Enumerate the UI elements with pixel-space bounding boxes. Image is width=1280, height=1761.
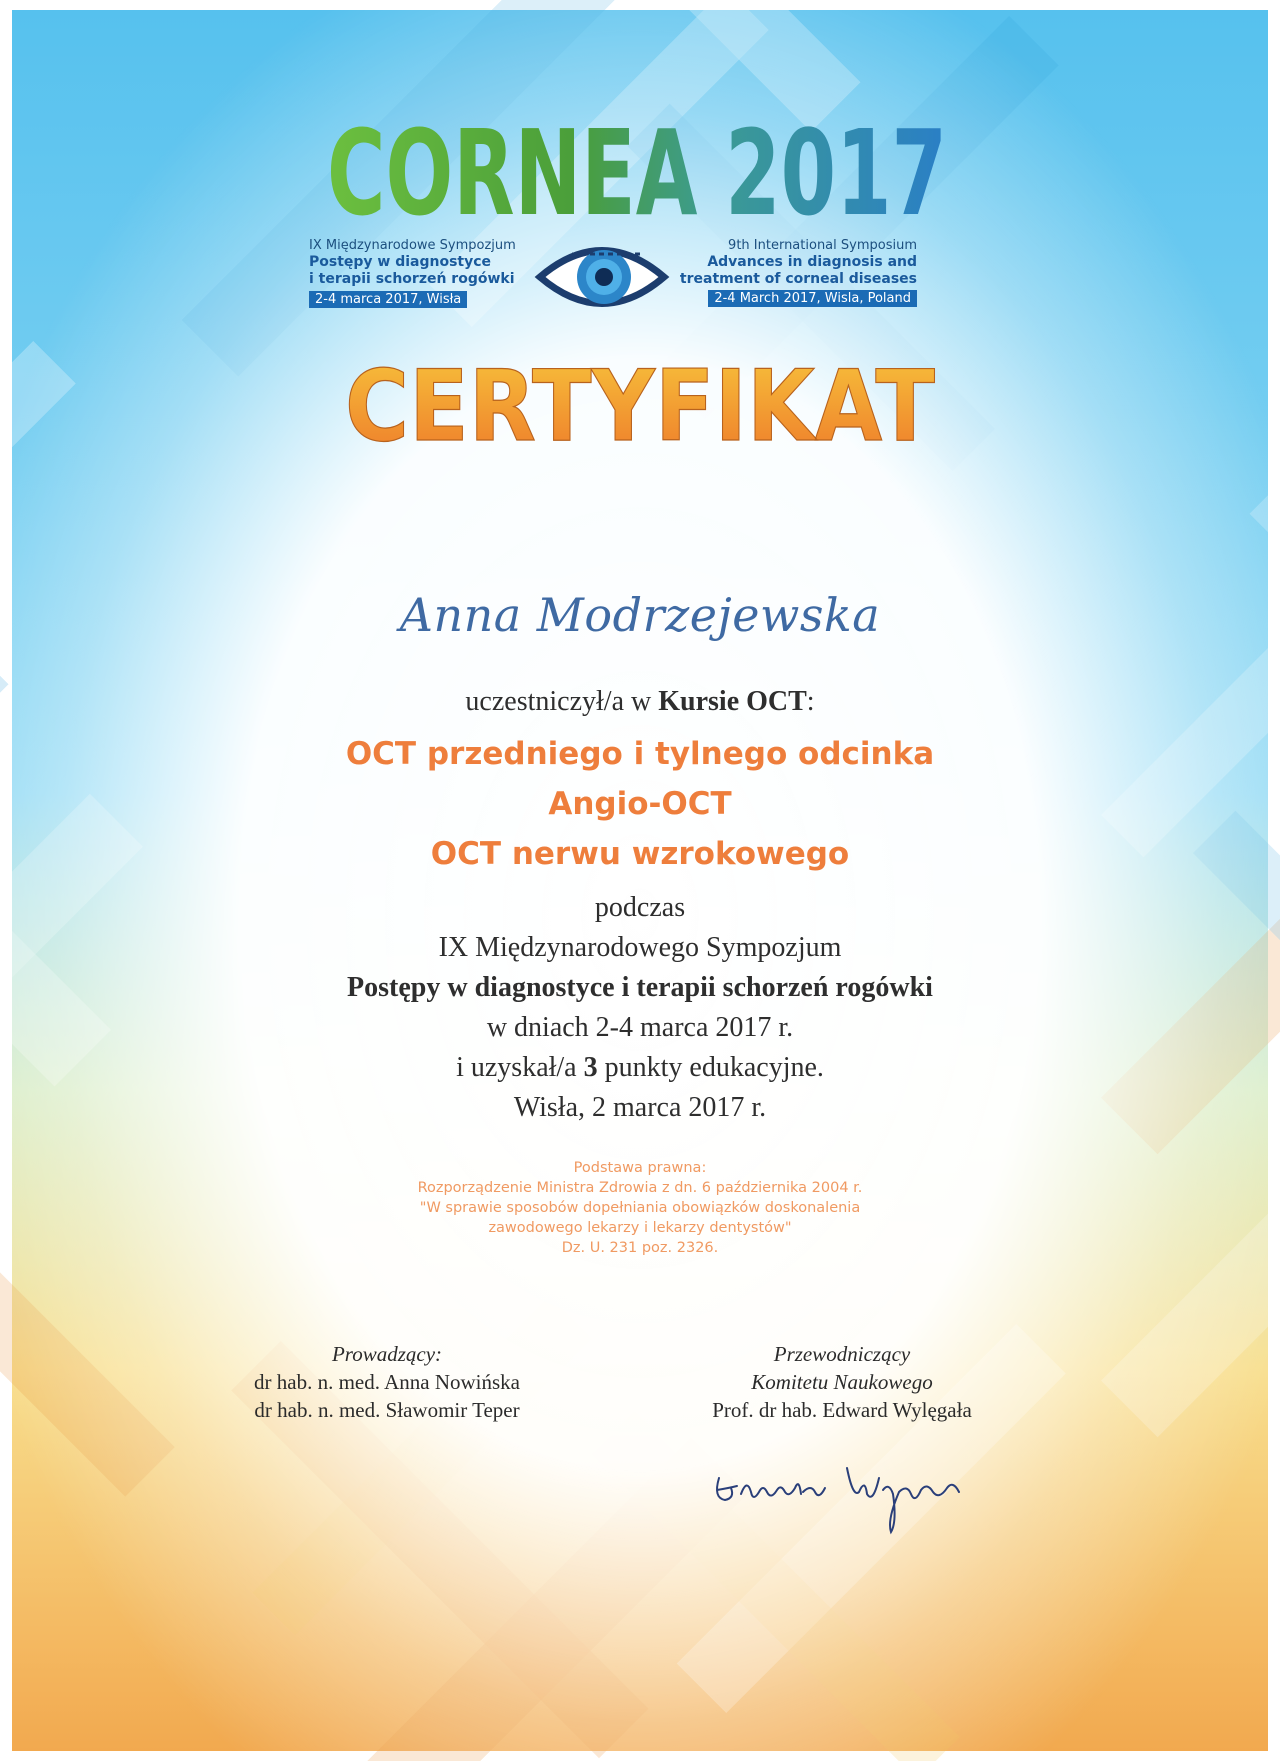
signatory-right-name: Prof. dr hab. Edward Wylęgała [712, 1398, 972, 1422]
signatory-left-name-1: dr hab. n. med. Anna Nowińska [254, 1370, 520, 1394]
signatory-right-role-1: Przewodniczący [773, 1342, 911, 1366]
svg-text:CORNEA 2017: CORNEA 2017 [327, 104, 947, 242]
legal-line-1: Podstawa prawna: [573, 1160, 707, 1176]
points-line [12, 1052, 1268, 1084]
logo-pl-date: 2-4 marca 2017, Wisła [309, 291, 467, 308]
certificate-title-text: CERTYFIKAT [345, 350, 936, 464]
logo-en-date: 2-4 March 2017, Wisla, Poland [708, 290, 917, 307]
course-name: Kursie OCT [658, 686, 807, 717]
participation-suffix: : [806, 686, 815, 717]
signatory-left-role: Prowadzący: [331, 1342, 443, 1366]
points-value: 3 [583, 1052, 598, 1083]
legal-line-4: zawodowego lekarzy i lekarzy dentystów" [488, 1220, 792, 1236]
cornea-2017-logo [317, 102, 957, 242]
handwritten-signature [707, 1448, 977, 1538]
logo-en-line3: treatment of corneal diseases [679, 271, 917, 287]
certificate-page [12, 10, 1268, 1751]
legal-line-5: Dz. U. 231 poz. 2326. [561, 1240, 719, 1256]
logo-subtitle-pl [309, 238, 534, 308]
symposium-label: IX Międzynarodowego Sympozjum [438, 932, 842, 963]
certificate-title [12, 340, 1268, 464]
logo-en-line2: Advances in diagnosis and [707, 254, 917, 270]
recipient-name: Anna Modrzejewska [399, 588, 881, 642]
topic-2: Angio-OCT [548, 786, 732, 822]
logo-subtitle-en [667, 238, 917, 307]
during-label: podczas [594, 892, 686, 923]
event-dates: w dniach 2-4 marca 2017 r. [486, 1012, 794, 1043]
signatory-right [662, 1340, 1022, 1424]
signatory-left-name-2: dr hab. n. med. Sławomir Teper [254, 1398, 520, 1422]
points-prefix: i uzyskał/a [456, 1052, 584, 1083]
signatory-left [222, 1340, 552, 1424]
points-suffix: punkty edukacyjne. [597, 1052, 824, 1083]
logo-pl-line1: IX Międzynarodowe Sympozjum [309, 238, 516, 253]
logo-pl-line2: Postępy w diagnostyce [309, 254, 492, 270]
symposium-name: Postępy w diagnostyce i terapii schorzeń rogówki [347, 972, 933, 1003]
place-date: Wisła, 2 marca 2017 r. [513, 1092, 767, 1123]
logo-en-line1: 9th International Symposium [728, 238, 917, 253]
participation-line [12, 686, 1268, 718]
logo-pl-line3: i terapii schorzeń rogówki [309, 271, 515, 287]
legal-basis [12, 1158, 1268, 1258]
topic-1: OCT przedniego i tylnego odcinka [345, 736, 935, 772]
signatory-right-role-2: Komitetu Naukowego [751, 1370, 933, 1394]
participation-prefix: uczestniczył/a w [465, 686, 659, 717]
eye-icon [532, 232, 672, 322]
legal-line-2: Rozporządzenie Ministra Zdrowia z dn. 6 października 2004 r. [417, 1180, 863, 1196]
topic-3: OCT nerwu wzrokowego [430, 836, 850, 872]
legal-line-3: "W sprawie sposobów dopełniania obowiązków doskonalenia [419, 1200, 861, 1216]
